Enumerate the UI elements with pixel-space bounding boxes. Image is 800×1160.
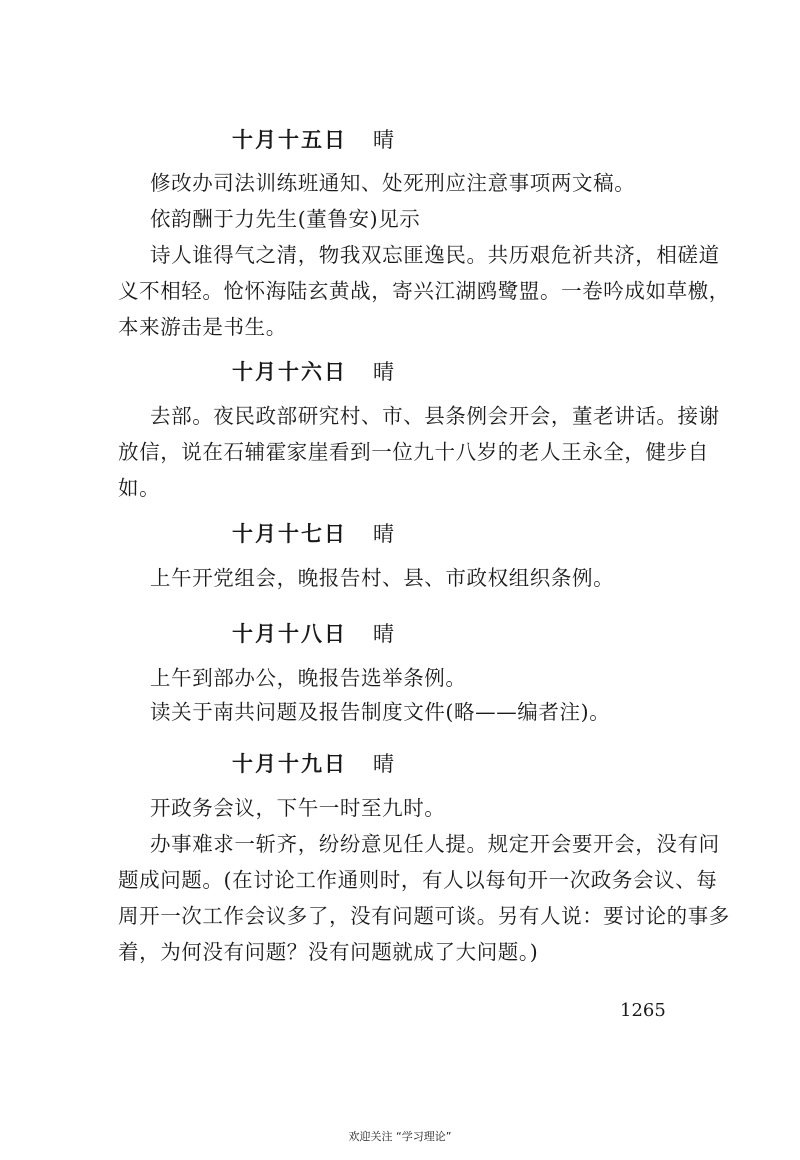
- paragraph-line: 周开一次工作会议多了，没有问题可谈。另有人说：要讨论的事多: [118, 904, 730, 928]
- entry-heading: [232, 748, 396, 778]
- paragraph-line: 依韵酬于力先生(董鲁安)见示: [150, 207, 421, 231]
- paragraph-line: 读关于南共问题及报告制度文件(略——编者注)。: [150, 700, 611, 724]
- paragraph-line: 本来游击是书生。: [118, 315, 287, 339]
- footer-note: 欢迎关注 “学习理论”: [348, 1130, 452, 1143]
- entry-date: 十月十五日: [232, 128, 347, 152]
- entry-weather: 晴: [373, 522, 396, 546]
- page-number: 1265: [620, 1000, 666, 1021]
- paragraph-line: 上午开党组会，晚报告村、县、市政权组织条例。: [150, 566, 615, 590]
- entry-weather: 晴: [373, 752, 396, 776]
- paragraph-line: 开政务会议，下午一时至九时。: [150, 796, 446, 820]
- paragraph-line: 诗人谁得气之清，物我双忘匪逸民。共历艰危祈共济，相磋道: [150, 243, 720, 267]
- paragraph-line: 修改办司法训练班通知、处死刑应注意事项两文稿。: [150, 171, 636, 195]
- paragraph-line: 义不相轻。怆怀海陆玄黄战，寄兴江湖鸥鹭盟。一卷吟成如草檄，: [118, 279, 730, 303]
- paragraph-line: 题成问题。(在讨论工作通则时，有人以每旬开一次政务会议、每: [118, 868, 718, 892]
- paragraph-line: 办事难求一斩齐，纷纷意见任人提。规定开会要开会，没有问: [150, 832, 720, 856]
- paragraph-line: 放信，说在石辅霍家崖看到一位九十八岁的老人王永全，健步自: [118, 440, 709, 464]
- entry-weather: 晴: [373, 360, 396, 384]
- paragraph-line: 去部。夜民政部研究村、市、县条例会开会，董老讲话。接谢: [150, 404, 720, 428]
- entry-date: 十月十七日: [232, 522, 347, 546]
- paragraph-line: 如。: [118, 476, 161, 500]
- entry-heading: [232, 356, 396, 386]
- entry-weather: 晴: [373, 622, 396, 646]
- entry-heading: [232, 618, 396, 648]
- entry-heading: [232, 518, 396, 548]
- entry-heading: [232, 124, 396, 154]
- entry-weather: 晴: [373, 128, 396, 152]
- paragraph-line: 着，为何没有问题？没有问题就成了大问题。): [118, 940, 539, 964]
- paragraph-line: 上午到部办公，晚报告选举条例。: [150, 666, 467, 690]
- entry-date: 十月十九日: [232, 752, 347, 776]
- entry-date: 十月十六日: [232, 360, 347, 384]
- entry-date: 十月十八日: [232, 622, 347, 646]
